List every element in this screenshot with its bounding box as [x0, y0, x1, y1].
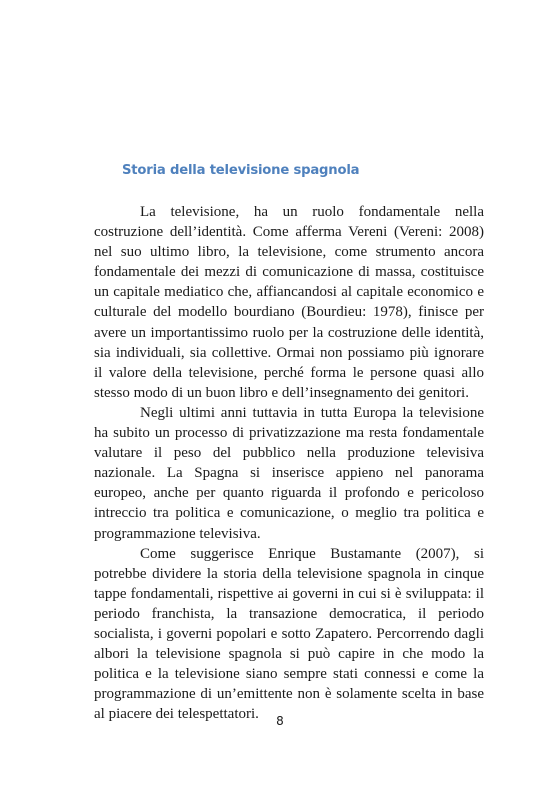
paragraph-2: Negli ultimi anni tuttavia in tutta Europa la televisione ha subito un processo di privatizzazione ma resta fondamentale valutare il peso del pubblico nella produzione televisiva nazionale. La Spagna si inserisce appieno nel panorama europeo, anche per quanto riguarda il profondo e pericoloso intreccio tra politica e comunicazione, o meglio tra politica e programmazione televisiva. — [94, 404, 484, 542]
page-number: 8 — [276, 714, 284, 728]
section-heading: Storia della televisione spagnola — [122, 163, 360, 178]
body-text — [94, 202, 484, 724]
paragraph-3: Come suggerisce Enrique Bustamante (2007), si potrebbe dividere la storia della televisione spagnola in cinque tappe fondamentali, rispettive ai governi in cui si è sviluppata: il periodo franchista, la transazione democratica, il periodo socialista, i governi popolari e sotto Zapatero. Percorrendo dagli albori la televisione spagnola si può capire in che modo la politica e la televisione siano sempre stati connessi e come la programmazione di un’emittente non è solamente scelta in base al piacere dei telespettatori. — [94, 545, 484, 723]
paragraph-1: La televisione, ha un ruolo fondamentale nella costruzione dell’identità. Come afferma Vereni (Vereni: 2008) nel suo ultimo libro, la televisione, come strumento ancora fondamentale dei mezzi di comunicazione di massa, costituisce un capitale mediatico che, affiancandosi al capitale economico e culturale del modello bourdiano (Bourdieu: 1978), finisce per avere un importantissimo ruolo per la costruzione delle identità, sia individuali, sia collettive. Ormai non possiamo più ignorare il valore della televisione, perché forma le persone quasi allo stesso modo di un buon libro e dell’insegnamento dei genitori. — [94, 204, 484, 401]
